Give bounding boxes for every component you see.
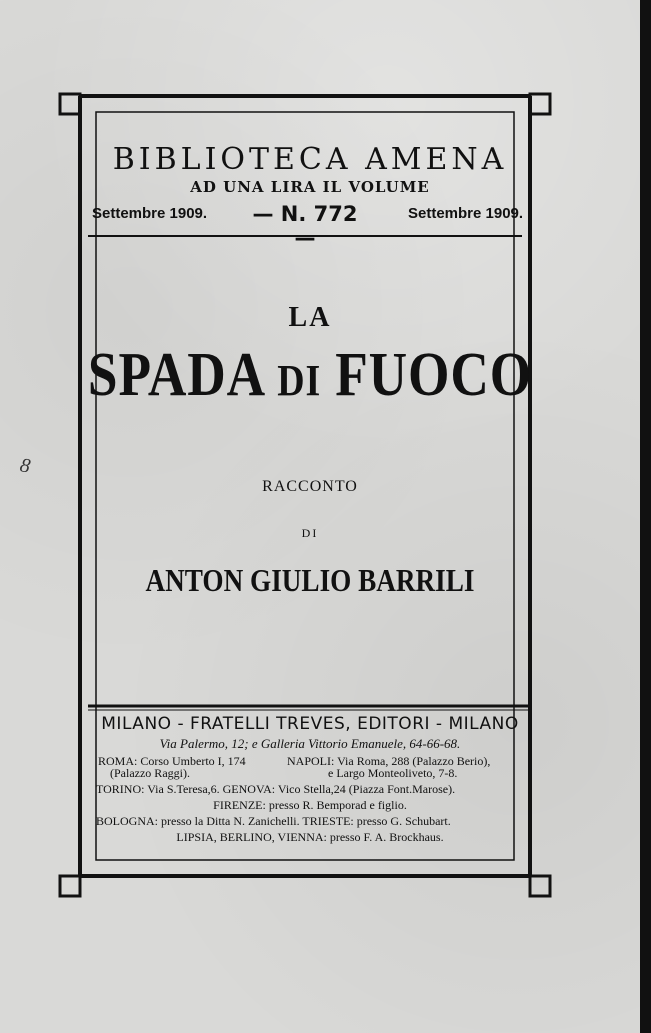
title-article: LA <box>288 302 332 333</box>
title-word-spada: SPADA <box>87 341 264 409</box>
book-title <box>69 340 551 411</box>
handwritten-margin-note: 8 <box>18 454 32 478</box>
branch-foreign: LIPSIA, BERLINO, VIENNA: presso F. A. Brockhaus. <box>176 830 444 844</box>
branch-torino-genova: TORINO: Via S.Teresa,6. GENOVA: Vico Stella,24 (Piazza Font.Marose). <box>96 782 456 796</box>
branch-napoli-detail: e Largo Monteoliveto, 7-8. <box>328 766 458 780</box>
publisher-address: Via Palermo, 12; e Galleria Vittorio Emanuele, 64-66-68. <box>159 736 461 751</box>
branch-roma-detail: (Palazzo Raggi). <box>110 766 190 780</box>
author-name: ANTON GIULIO BARRILI <box>145 562 475 598</box>
title-word-fuoco: FUOCO <box>335 341 533 409</box>
branch-roma: ROMA: Corso Umberto I, 174 <box>98 754 246 768</box>
genre-label: RACCONTO <box>262 478 358 495</box>
series-title: BIBLIOTECA AMENA <box>112 142 508 177</box>
by-label: DI <box>301 526 319 540</box>
series-subtitle: AD UNA LIRA IL VOLUME <box>190 178 430 196</box>
branch-napoli: NAPOLI: Via Roma, 288 (Palazzo Berio), <box>287 754 491 768</box>
publisher-line: MILANO - FRATELLI TREVES, EDITORI - MILANO <box>101 714 519 734</box>
issue-date-left: Settembre 1909. <box>92 205 208 222</box>
branch-firenze: FIRENZE: presso R. Bemporad e figlio. <box>213 798 407 812</box>
title-word-di: DI <box>277 356 322 405</box>
branch-bologna-trieste: BOLOGNA: presso la Ditta N. Zanichelli. TRIESTE: presso G. Schubart. <box>96 814 451 828</box>
issue-number: — N. 772 — <box>252 202 358 250</box>
issue-date-right: Settembre 1909. <box>408 205 524 222</box>
